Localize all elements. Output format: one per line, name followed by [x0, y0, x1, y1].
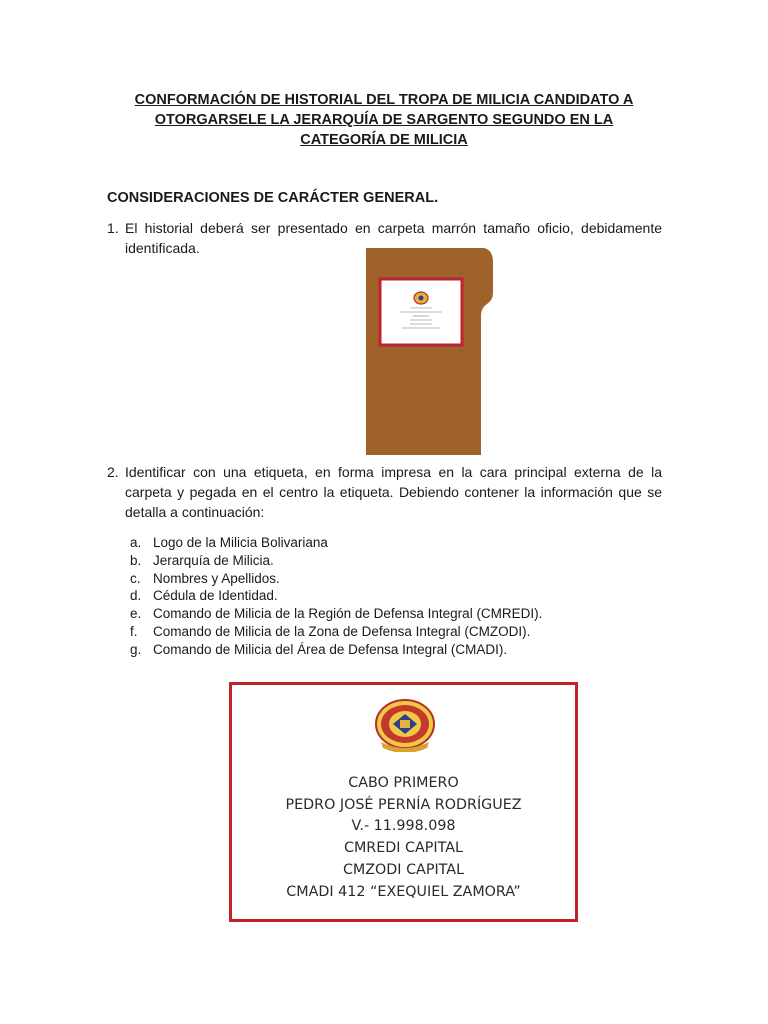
document-title — [84, 90, 684, 150]
item-number: 2. — [107, 464, 119, 480]
label-rank: CABO PRIMERO — [348, 775, 459, 791]
title-line-2: OTORGARSELE LA JERARQUÍA DE SARGENTO SEGUNDO EN LA — [154, 112, 614, 128]
list-marker: e. — [130, 606, 142, 622]
list-marker: g. — [130, 641, 142, 657]
list-item-text: Nombres y Apellidos. — [153, 570, 280, 586]
list-marker: d. — [130, 588, 142, 604]
label-name: PEDRO JOSÉ PERNÍA RODRÍGUEZ — [285, 796, 522, 813]
list-item — [130, 641, 542, 659]
list-item — [130, 552, 542, 570]
label-cmredi: CMREDI CAPITAL — [343, 840, 464, 857]
section-heading: CONSIDERACIONES DE CARÁCTER GENERAL. — [107, 190, 439, 206]
list-item-text: Comando de Milicia de la Zona de Defensa Integral (CMZODI). — [153, 623, 531, 639]
list-item-text: Cédula de Identidad. — [153, 588, 278, 604]
folder-illustration — [366, 248, 494, 455]
label-cmadi: CMADI 412 “EXEQUIEL ZAMORA” — [286, 883, 521, 900]
list-marker: a. — [130, 535, 142, 550]
milicia-seal-icon — [373, 698, 437, 752]
list-item — [130, 605, 542, 623]
list-item — [130, 570, 542, 588]
sample-label — [229, 682, 578, 922]
item-text: El historial deberá ser presentado en carpeta marrón tamaño oficio, debidamente identificada. — [125, 220, 662, 256]
item-text: Identificar con una etiqueta, en forma impresa en la cara principal externa de la carpeta y pegada en el centro la etiqueta. Debiendo contener la información que se detalla a continuación: — [125, 464, 662, 520]
label-id-number: V.- 11.998.098 — [351, 818, 456, 835]
title-line-1: CONFORMACIÓN DE HISTORIAL DEL TROPA DE MILICIA CANDIDATO A — [134, 92, 634, 108]
list-marker: c. — [130, 570, 141, 586]
requirements-list — [130, 534, 542, 659]
item-2 — [107, 462, 662, 522]
label-text — [232, 773, 575, 903]
list-item-text: Logo de la Milicia Bolivariana — [153, 535, 328, 550]
list-item-text: Jerarquía de Milicia. — [153, 552, 274, 568]
list-item — [130, 623, 542, 641]
label-cmzodi: CMZODI CAPITAL — [342, 861, 465, 878]
list-item-text: Comando de Milicia del Área de Defensa Integral (CMADI). — [153, 641, 508, 657]
list-item-text: Comando de Milicia de la Región de Defensa Integral (CMREDI). — [153, 606, 543, 622]
list-item — [130, 534, 542, 552]
folder-seal-icon — [414, 292, 428, 304]
list-item — [130, 587, 542, 605]
title-line-3: CATEGORÍA DE MILICIA — [300, 132, 468, 148]
list-marker: f. — [130, 623, 138, 639]
list-marker: b. — [130, 552, 142, 568]
item-number: 1. — [107, 220, 119, 236]
